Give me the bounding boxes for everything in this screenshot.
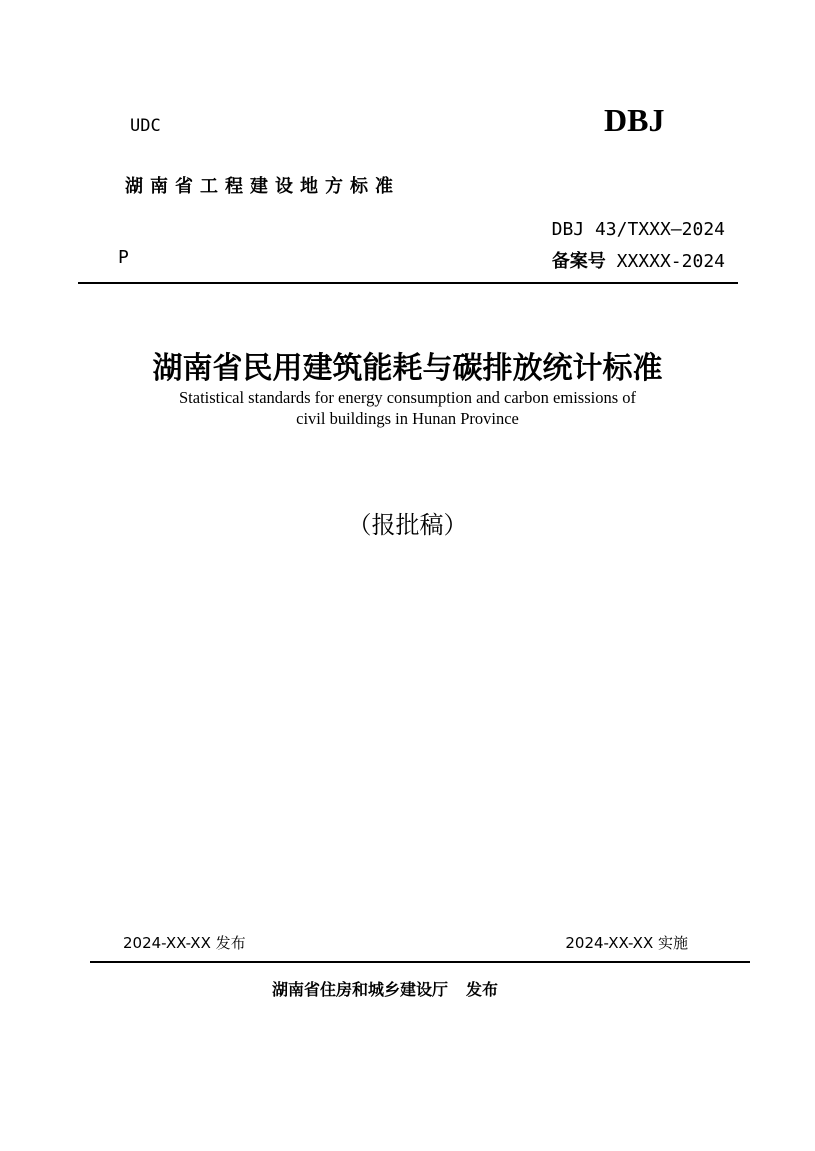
english-title-line-2: civil buildings in Hunan Province <box>296 409 519 428</box>
publisher-name: 湖南省住房和城乡建设厅 <box>272 980 449 999</box>
standard-category: 湖南省工程建设地方标准 <box>125 176 400 197</box>
udc-label: UDC <box>130 116 161 136</box>
record-number-value: XXXXX-2024 <box>616 251 725 272</box>
draft-status: （报批稿） <box>347 511 468 539</box>
classification-letter: P <box>118 247 129 268</box>
bottom-divider <box>90 961 750 963</box>
record-number <box>552 247 725 273</box>
record-number-label: 备案号 <box>551 251 606 272</box>
publish-action: 发布 <box>466 980 499 999</box>
dbj-mark: DBJ <box>604 102 665 138</box>
publisher-line <box>272 977 498 1000</box>
document-title-english <box>0 387 815 429</box>
top-divider <box>78 282 738 284</box>
issue-date: 2024-XX-XX 发布 <box>123 934 246 952</box>
implementation-date: 2024-XX-XX 实施 <box>565 934 688 952</box>
document-title-chinese: 湖南省民用建筑能耗与碳排放统计标准 <box>152 351 663 386</box>
standard-code: DBJ 43/TXXX—2024 <box>551 219 725 240</box>
english-title-line-1: Statistical standards for energy consumption and carbon emissions of <box>178 388 637 407</box>
